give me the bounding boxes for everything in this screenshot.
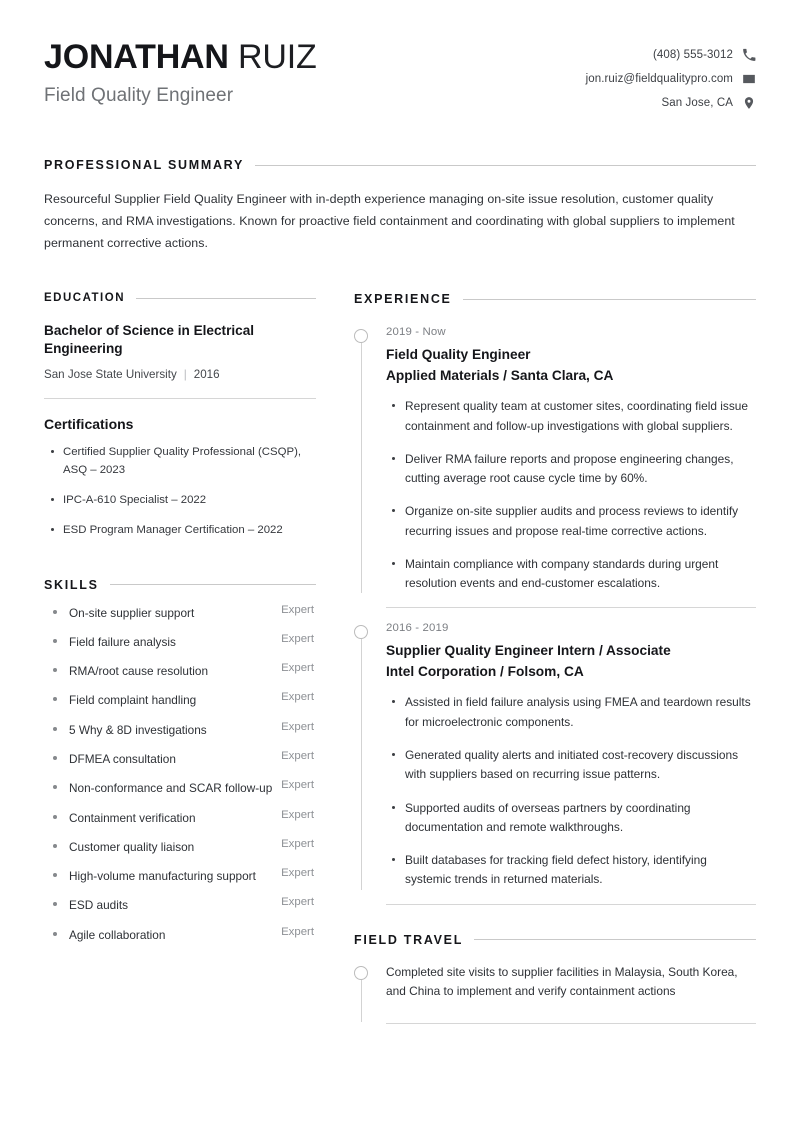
identity-block <box>44 38 317 107</box>
list-item: Assisted in field failure analysis using FMEA and teardown results for microelectronic components. <box>386 693 756 732</box>
skill-level: Expert <box>281 603 314 616</box>
education-year: 2016 <box>193 367 220 381</box>
contact-email-text: jon.ruiz@fieldqualitypro.com <box>585 73 733 85</box>
skill-level: Expert <box>281 837 314 850</box>
list-item: Certified Supplier Quality Professional (CSQP), ASQ – 2023 <box>44 443 316 480</box>
skill-name: Customer quality liaison <box>69 839 195 854</box>
skills-list <box>44 604 316 944</box>
list-item <box>44 633 316 651</box>
contact-phone-text: (408) 555-3012 <box>652 49 733 61</box>
page-title <box>44 38 317 76</box>
contact-block <box>586 38 756 110</box>
field-travel-entry <box>354 947 756 1002</box>
skill-name: Field failure analysis <box>69 634 176 649</box>
list-item <box>44 721 316 739</box>
experience-divider <box>386 904 756 905</box>
education-meta <box>44 368 316 381</box>
experience-list <box>354 312 756 905</box>
list-item: Deliver RMA failure reports and propose engineering changes, cutting average root cause cycle time by 60%. <box>386 450 756 489</box>
skill-name: On-site supplier support <box>69 605 195 620</box>
skills-section <box>44 578 316 944</box>
education-school: San Jose State University <box>44 367 177 381</box>
experience-section <box>354 292 756 905</box>
skill-name: Field complaint handling <box>69 693 197 708</box>
list-item: Generated quality alerts and initiated cost-recovery discussions with suppliers based on recurring issue patterns. <box>386 746 756 785</box>
education-entry <box>44 322 316 380</box>
experience-heading <box>354 292 756 306</box>
contact-email[interactable] <box>586 72 756 86</box>
field-travel-heading <box>354 933 756 947</box>
summary-heading <box>44 158 756 172</box>
education-section <box>44 292 316 539</box>
skill-level: Expert <box>281 867 314 880</box>
experience-company: Applied Materials / Santa Clara, CA <box>386 368 614 384</box>
experience-heading-label: EXPERIENCE <box>354 292 452 307</box>
experience-bullets <box>386 397 756 593</box>
resume-body <box>44 292 756 1024</box>
skill-level: Expert <box>281 720 314 733</box>
skill-name: DFMEA consultation <box>69 752 176 767</box>
skill-name: RMA/root cause resolution <box>69 664 209 679</box>
field-travel-divider <box>386 1023 756 1024</box>
list-item: Built databases for tracking field defect history, identifying systemic trends in returned materials. <box>386 851 756 890</box>
list-item <box>44 779 316 797</box>
list-item <box>44 604 316 622</box>
heading-rule <box>255 165 756 166</box>
summary-heading-label: PROFESSIONAL SUMMARY <box>44 158 244 172</box>
experience-entry <box>354 312 756 593</box>
skill-name: Agile collaboration <box>69 927 166 942</box>
contact-location-text: San Jose, CA <box>661 97 733 109</box>
experience-role: Field Quality Engineer <box>386 347 531 363</box>
list-item: Organize on-site supplier audits and process reviews to identify recurring issues and propose real-time corrective actions. <box>386 502 756 541</box>
skill-name: ESD audits <box>69 898 129 913</box>
heading-rule <box>463 299 756 300</box>
list-item <box>44 750 316 768</box>
field-travel-heading-label: FIELD TRAVEL <box>354 932 464 947</box>
timeline-line <box>361 329 362 593</box>
right-column <box>354 292 756 1024</box>
summary-text: Resourceful Supplier Field Quality Engineer with in-depth experience managing on-site issue resolution, customer quality concerns, and RMA investigations. Known for proactive field containment and coordinating with global suppliers to implement permanent corrective actions. <box>44 192 735 251</box>
timeline-dot-icon <box>354 966 368 980</box>
skill-name: 5 Why & 8D investigations <box>69 722 207 737</box>
field-travel-text: Completed site visits to supplier facilities in Malaysia, South Korea, and China to implement and verify containment actions <box>386 964 738 999</box>
list-item: IPC-A-610 Specialist – 2022 <box>44 491 316 509</box>
education-heading-label: EDUCATION <box>44 292 126 305</box>
skill-level: Expert <box>281 808 314 821</box>
skill-level: Expert <box>281 779 314 792</box>
experience-bullets <box>386 693 756 889</box>
phone-icon <box>742 48 756 62</box>
experience-dates: 2019 - Now <box>386 326 446 339</box>
certifications-title: Certifications <box>44 415 134 432</box>
skill-level: Expert <box>281 662 314 675</box>
list-item <box>44 867 316 885</box>
skill-name: High-volume manufacturing support <box>69 869 256 884</box>
experience-company: Intel Corporation / Folsom, CA <box>386 664 584 680</box>
contact-location[interactable] <box>586 96 756 110</box>
first-name: JONATHAN <box>44 38 229 76</box>
list-item <box>44 691 316 709</box>
heading-rule <box>136 298 316 299</box>
heading-rule <box>474 939 756 940</box>
timeline-dot-icon <box>354 329 368 343</box>
list-item <box>44 896 316 914</box>
skill-level: Expert <box>281 691 314 704</box>
email-icon <box>742 72 756 86</box>
education-divider <box>44 398 316 399</box>
experience-entry <box>354 608 756 889</box>
contact-phone[interactable] <box>586 48 756 62</box>
professional-summary-section <box>44 158 756 254</box>
skill-level: Expert <box>281 896 314 909</box>
last-name: RUIZ <box>238 38 317 76</box>
education-heading <box>44 292 316 304</box>
list-item <box>44 838 316 856</box>
list-item: Supported audits of overseas partners by coordinating documentation and remote walkthroughs. <box>386 799 756 838</box>
field-travel-section <box>354 933 756 1025</box>
heading-rule <box>110 584 316 585</box>
certifications-list <box>44 443 316 540</box>
skill-level: Expert <box>281 632 314 645</box>
experience-dates: 2016 - 2019 <box>386 622 449 635</box>
skill-level: Expert <box>281 750 314 763</box>
resume-header <box>44 30 756 110</box>
experience-role: Supplier Quality Engineer Intern / Associate <box>386 643 671 659</box>
education-separator: | <box>183 367 187 381</box>
location-pin-icon <box>742 96 756 110</box>
list-item <box>44 662 316 680</box>
education-degree: Bachelor of Science in Electrical Engineering <box>44 323 255 357</box>
skill-name: Non-conformance and SCAR follow-up <box>69 781 273 796</box>
left-column <box>44 292 316 955</box>
skills-heading <box>44 578 316 592</box>
list-item <box>44 809 316 827</box>
timeline-line <box>361 625 362 889</box>
job-title: Field Quality Engineer <box>44 85 234 107</box>
list-item: Represent quality team at customer sites, coordinating field issue containment and follow-up investigations with global suppliers. <box>386 397 756 436</box>
list-item <box>44 926 316 944</box>
skill-name: Containment verification <box>69 810 196 825</box>
timeline-dot-icon <box>354 625 368 639</box>
list-item: ESD Program Manager Certification – 2022 <box>44 521 316 539</box>
skill-level: Expert <box>281 925 314 938</box>
list-item: Maintain compliance with company standards during urgent resolution events and end-customer escalations. <box>386 555 756 594</box>
skills-heading-label: SKILLS <box>44 577 99 592</box>
